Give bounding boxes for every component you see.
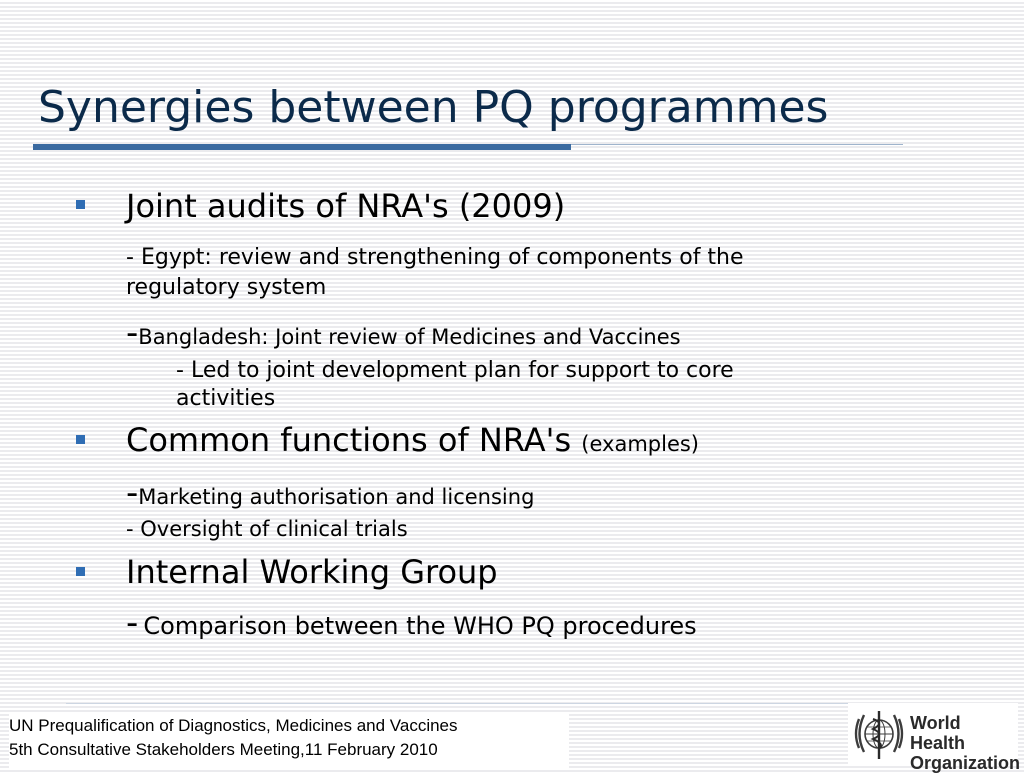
heading-text: Common functions of NRA's	[126, 421, 572, 459]
footer-line-1: UN Prequalification of Diagnostics, Medicines and Vaccines	[9, 716, 458, 735]
bullet-square-icon	[76, 435, 85, 444]
bullet-square-icon	[76, 200, 85, 209]
sub-item-text: Comparison between the WHO PQ procedures	[143, 612, 697, 640]
sub-item-egypt	[126, 245, 744, 271]
sub-item-dash: -	[126, 603, 139, 643]
bullet-square-icon	[76, 567, 85, 576]
sub-item-text: Led to joint development plan for support to core	[190, 358, 734, 383]
who-logo-text	[910, 713, 1020, 773]
sub-item-marketing	[126, 475, 534, 517]
sub-item-dash: -	[176, 358, 184, 383]
who-logo-line-2: Organization	[910, 753, 1021, 773]
bullet-heading-joint-audits: Joint audits of NRA's (2009)	[126, 187, 566, 225]
sub-item-dash: -	[126, 473, 139, 513]
bullet-heading-working-group: Internal Working Group	[126, 553, 498, 591]
sub-item-clinical-trials	[126, 515, 408, 543]
sub-sub-item-development-plan	[176, 358, 734, 384]
heading-note: (examples)	[581, 432, 699, 456]
title-underline-thick	[33, 144, 571, 150]
sub-item-bangladesh	[126, 315, 681, 357]
footer-text-block	[9, 714, 569, 768]
bullet-heading-common-functions	[126, 421, 699, 463]
sub-item-text: Egypt: review and strengthening of components of the	[140, 245, 744, 270]
who-logo-line-1: World Health	[910, 713, 966, 753]
sub-item-dash: -	[126, 245, 134, 270]
sub-item-egypt-continued: regulatory system	[126, 275, 327, 300]
who-emblem-icon	[850, 705, 908, 763]
slide-title: Synergies between PQ programmes	[38, 82, 829, 133]
footer-divider	[66, 703, 956, 704]
sub-item-dash: -	[126, 517, 134, 541]
sub-item-dash: -	[126, 313, 139, 353]
sub-item-text: Marketing authorisation and licensing	[138, 485, 535, 509]
sub-item-comparison	[126, 605, 697, 647]
sub-item-text: Bangladesh: Joint review of Medicines and Vaccines	[138, 325, 681, 349]
footer-line-2: 5th Consultative Stakeholders Meeting,11 February 2010	[9, 740, 438, 759]
sub-sub-item-development-plan-continued: activities	[176, 386, 276, 411]
who-logo	[848, 703, 1021, 773]
sub-item-text: Oversight of clinical trials	[140, 517, 408, 541]
title-underline-thin	[571, 144, 903, 145]
